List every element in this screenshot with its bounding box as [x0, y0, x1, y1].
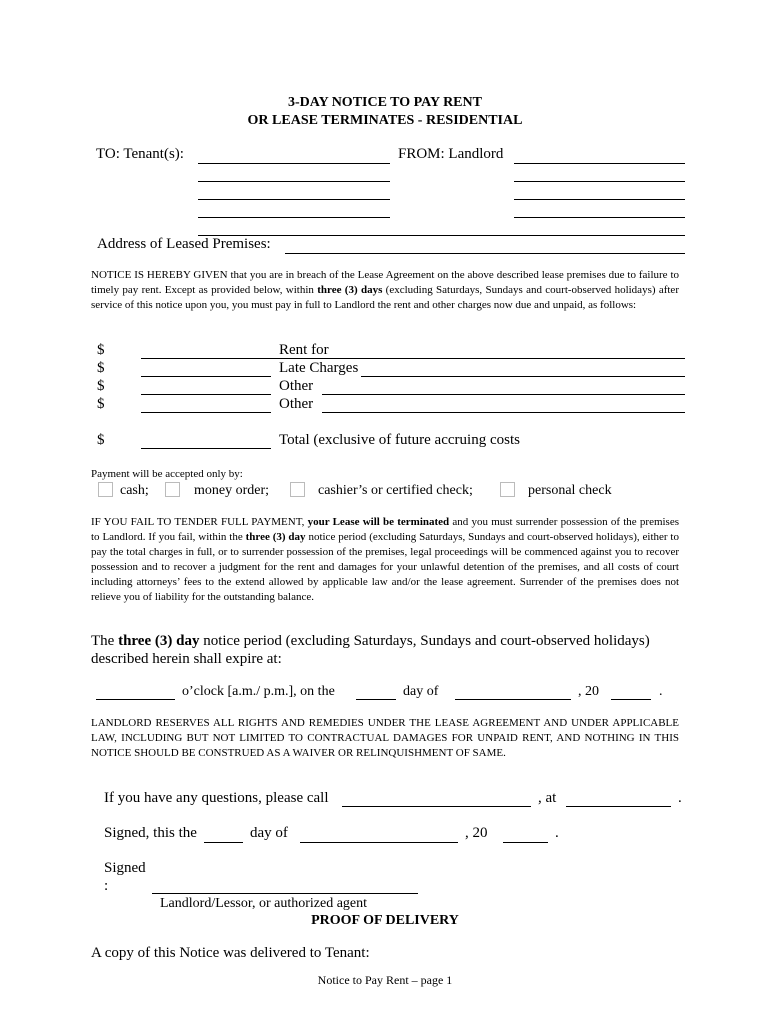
reserves-paragraph: LANDLORD RESERVES ALL RIGHTS AND REMEDIES UNDER THE LEASE AGREEMENT AND UNDER APPLICABLE LAW, INCLUDING BUT NOT LIMITED TO CONTRACTUAL DAMAGES FOR UNPAID RENT, AND NOTHING IN THIS NOTICE SHOULD BE CONSTRUED AS A WAIVER OR RELINQUISHMENT OF SAME. [91, 717, 679, 759]
tenant-name-field-3[interactable] [198, 199, 390, 200]
signed-day-field[interactable] [204, 842, 243, 843]
other-amount-field-1[interactable] [141, 394, 271, 395]
expire-year-label: , 20 [578, 684, 599, 699]
document-title-line1: 3-DAY NOTICE TO PAY RENT [288, 95, 482, 110]
cash-option-label: cash; [120, 483, 149, 498]
tenant-name-field-1[interactable] [198, 163, 390, 164]
total-label: Total (exclusive of future accruing costs [279, 432, 520, 448]
signed-day-of-label: day of [250, 825, 288, 841]
from-landlord-label: FROM: Landlord [398, 146, 504, 162]
delivery-statement: A copy of this Notice was delivered to Tenant: [91, 945, 370, 961]
late-charges-label: Late Charges [279, 360, 359, 376]
contact-time-field[interactable] [566, 806, 671, 807]
cashiers-check-option-label: cashier’s or certified check; [318, 483, 473, 498]
signed-colon: : [104, 878, 109, 894]
document-title-line2: OR LEASE TERMINATES - RESIDENTIAL [247, 113, 523, 128]
tenant-name-field-5[interactable] [198, 235, 685, 236]
total-amount-field[interactable] [141, 448, 271, 449]
questions-label: If you have any questions, please call [104, 790, 329, 806]
landlord-name-field-3[interactable] [514, 199, 685, 200]
expiration-statement: The three (3) day notice period (excluding Saturdays, Sundays and court-observed holidays) described herein shall expire at: [91, 633, 650, 667]
landlord-name-field-2[interactable] [514, 181, 685, 182]
signed-year-field[interactable] [503, 842, 548, 843]
page-footer: Notice to Pay Rent – page 1 [317, 973, 453, 987]
expire-period: . [659, 684, 663, 699]
other-amount-field-2[interactable] [141, 412, 271, 413]
expire-day-of-label: day of [403, 684, 439, 699]
currency-symbol: $ [97, 432, 105, 448]
failure-paragraph: IF YOU FAIL TO TENDER FULL PAYMENT, your Lease will be terminated and you must surrender possession of the premises to Landlord. If you fail, within the three (3) day notice period (excluding Saturdays, Sundays and court-observed holidays), either to pay the total charges in full, or to surrender possession of the premises, legal proceedings will be commenced against you to recover possession and to recover a judgment for the rent and damages for your unlawful detention of the premises, and all costs of court including attorneys’ fees to the extend allowed by applicable law and/or the lease agreement. Surrender of the premises does not relieve you of liability for the outstanding balance. [91, 516, 680, 603]
money-order-checkbox[interactable] [165, 482, 180, 497]
tenant-name-field-4[interactable] [198, 217, 390, 218]
tenant-name-field-2[interactable] [198, 181, 390, 182]
cash-checkbox[interactable] [98, 482, 113, 497]
to-tenant-label: TO: Tenant(s): [96, 146, 184, 162]
signed-this-label: Signed, this the [104, 825, 197, 841]
address-field[interactable] [285, 253, 685, 254]
currency-symbol: $ [97, 342, 105, 358]
address-label: Address of Leased Premises: [97, 236, 271, 252]
rent-for-description-field[interactable] [271, 358, 685, 359]
expire-month-field[interactable] [455, 699, 571, 700]
notice-paragraph: NOTICE IS HEREBY GIVEN that you are in breach of the Lease Agreement on the above described lease premises due to failure to timely pay rent. Except as provided below, within three (3) days (excluding Saturdays, Sundays and court-observed holidays) after service of this notice upon you, you must pay in full to Landlord the rent and other charges now due and unpaid, as follows: [91, 269, 679, 311]
currency-symbol: $ [97, 378, 105, 394]
expire-time-field[interactable] [96, 699, 175, 700]
personal-check-option-label: personal check [528, 483, 612, 498]
expire-day-field[interactable] [356, 699, 396, 700]
expire-year-field[interactable] [611, 699, 651, 700]
signature-caption: Landlord/Lessor, or authorized agent [160, 896, 368, 911]
other-label-1: Other [279, 378, 314, 394]
signed-year-label: , 20 [465, 825, 488, 841]
questions-period: . [678, 790, 682, 806]
landlord-name-field-4[interactable] [514, 217, 685, 218]
landlord-name-field-1[interactable] [514, 163, 685, 164]
currency-symbol: $ [97, 360, 105, 376]
rent-amount-field[interactable] [141, 358, 271, 359]
money-order-option-label: money order; [194, 483, 270, 498]
other-description-field-1[interactable] [322, 394, 685, 395]
rent-for-label: Rent for [279, 342, 329, 358]
currency-symbol: $ [97, 396, 105, 412]
signed-month-field[interactable] [300, 842, 458, 843]
cashiers-check-checkbox[interactable] [290, 482, 305, 497]
late-charges-description-field[interactable] [361, 376, 685, 377]
signed-label: Signed [104, 860, 146, 876]
late-charges-amount-field[interactable] [141, 376, 271, 377]
other-description-field-2[interactable] [322, 412, 685, 413]
oclock-label: o’clock [a.m./ p.m.], on the [182, 684, 335, 699]
personal-check-checkbox[interactable] [500, 482, 515, 497]
payment-label: Payment will be accepted only by: [91, 468, 243, 480]
contact-phone-field[interactable] [342, 806, 531, 807]
signed-period: . [555, 825, 559, 841]
questions-at-label: , at [538, 790, 557, 806]
proof-of-delivery-heading: PROOF OF DELIVERY [311, 913, 459, 928]
signature-field[interactable] [152, 893, 418, 894]
other-label-2: Other [279, 396, 314, 412]
